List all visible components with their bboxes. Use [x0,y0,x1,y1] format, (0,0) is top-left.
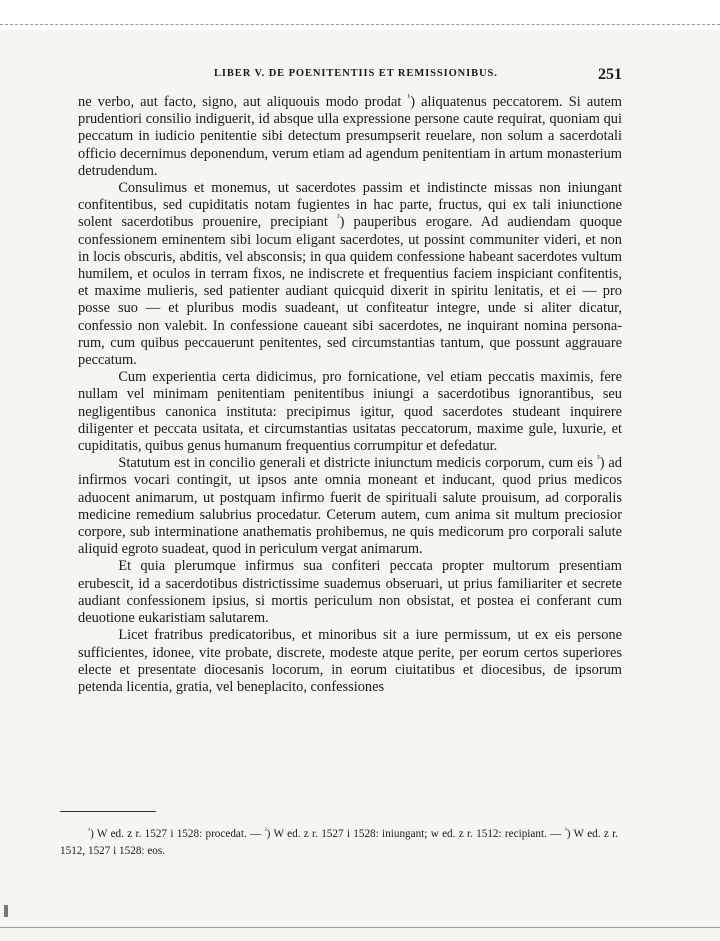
paragraph-1 [78,94,622,180]
main-text [78,94,622,696]
footnote-2: ) W ed. z r. 1527 i 1528: iniungant; w ed. z r. 1512: recipiant. — [266,828,565,840]
paragraph-3: Cum experientia certa didicimus, pro fornicatione, vel etiam peccatis maximis, fere nullam vel minimam penitentiam penitentibus iniungi a sacerdotibus ignorantibus, seu negligentibus canonica instituta: precipimus igitur, quod sacerdotes studeant inquirere diligenter et peccata usitata, et circumstantias usitatas peccatorum, maxime gule, luxurie, et cupiditatis, quibus genus humanum frequentius corrumpitur et defedatur. [78,369,622,455]
footnote-ref-1: ¹ [407,92,411,103]
footnotes [60,826,618,860]
scan-top-margin [0,0,720,30]
running-header [0,66,720,86]
scan-bottom-margin [0,919,720,941]
footnote-marker-3: ³ [564,826,567,835]
paragraph-6: Licet fratribus predicatoribus, et minoribus sit a iure permissum, ut ex eis persone sufficientes, idonee, vite probate, discrete, modeste atque perite, per eorum certos superiores electe et presentate diocesanis locorum, in eorum ciuitatibus et diocesibus, de ipsorum petenda licentia, gratia, vel beneplacito, confessiones [78,627,622,695]
paragraph-5: Et quia plerumque infirmus sua confiteri peccata propter multorum presentiam erubescit, id a sacerdotibus districtissime suademus obseruari, ut prius familiariter et secrete audiant confessionem ipsius, si mortis periculum non obsistat, et postea ei conferant cum deuotione eukaristiam salutarem. [78,558,622,627]
text-run: ne verbo, aut facto, signo, aut aliquouis modo prodat [78,94,408,110]
footnote-ref-3: ³ [597,453,600,464]
text-run: Statutum est in concilio generali et districte iniunctum medicis corporum, cum eis [118,455,598,472]
footnote-3: ) W ed. z r. 1512, 1527 i 1528: eos. [60,828,618,857]
scan-margin-mark [4,905,8,917]
paragraph-4 [78,455,622,558]
text-run: ) aliquatenus peccatorem. Si autem prudentiori consilio indiguerit, id absque ulla expressione persone caute requirat, quoniam qui peccatum in iudicio penitentie sibi detectum presumpserit reuelare, non solum a sacerdotali officio decernimus deponendum, verum etiam ad agendum penitentiam in artum monasterium detrudendum. [78,94,622,179]
footnote-ref-2: ² [336,212,340,223]
footnote-1: ) W ed. z r. 1527 i 1528: procedat. — [90,828,265,840]
paragraph-2 [78,180,622,369]
text-run: Consulimus et monemus, ut sacerdotes passim et indistincte missas non iniungant confitentibus, sed cupiditatis notam fugientes in hac parte, fructus, qui ex tali iniunctione solent sacerdotibus prouenire, precipiant [78,180,622,231]
footnote-divider [60,811,156,812]
footnote-block [60,826,618,860]
text-run: ) ad infirmos vocari contingit, ut ipsos ante omnia moneant et inducant, quod prius medicos aduocent animarum, ut postquam infirmo fuerit de spirituali salute prouisum, ad corporalis medicine remedium salubrius procedatur. Ceterum autem, cum anima sit multum preciosior corpore, sub interminatione anathematis prohibemus, ne quis medicorum pro corporali salute aliquid egroto suadeat, quod in periculum vergat animarum. [78,455,622,558]
footnote-marker-2: ² [264,826,267,835]
text-run: ) pauperibus erogare. Ad audiendam quoque confessionem eminentem sibi locum eligant sacerdotes, ut possint communiter videri, et non in locis obscuris, abditis, vel absconsis; in qua quidem confessione habeant sacerdotes vultum humilem, et oculos in terram fixos, ne indiscrete et frequentius faciem inspiciant confitentis, et maxime mulieris, sed patienter audiant quicquid dixerit in spiritu lenitatis, et ei — pro posse suo — et pluribus modis suadeant, ut confiteatur integre, unde si aliter dicatur, confessio non valebit. In confessione caueant sibi sacerdotes, ne inquirant nomina personarum, cum quibus peccauerunt penitentes, sed circumstantias tantum, que possunt aggrauare peccatum. [78,214,623,369]
footnote-marker-1: ¹ [88,826,91,835]
running-title: LIBER V. DE POENITENTIIS ET REMISSIONIBUS. [214,68,498,79]
page-number: 251 [598,66,622,83]
